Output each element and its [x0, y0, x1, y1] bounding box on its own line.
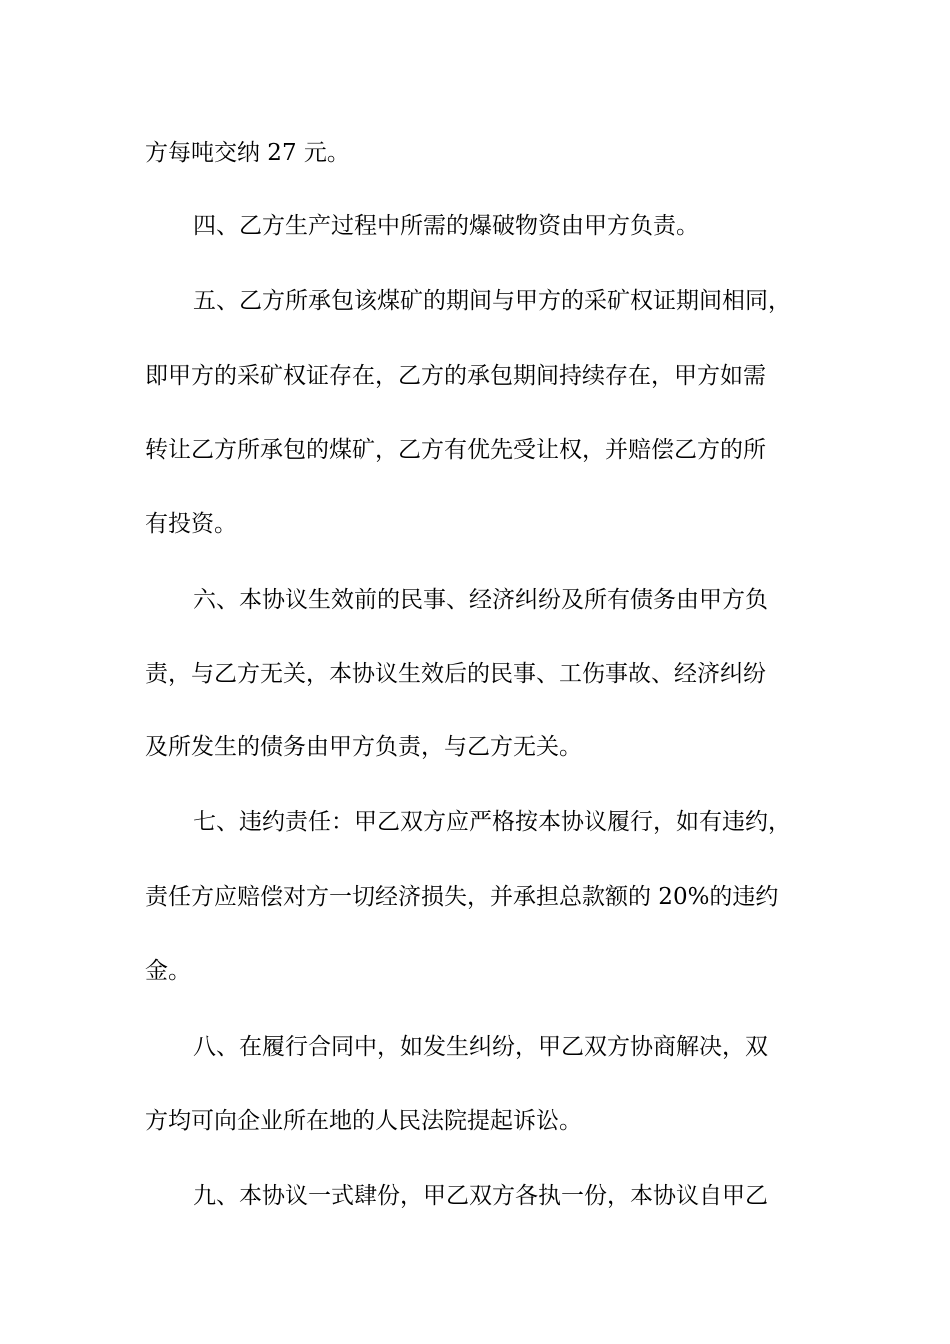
clause-7-line: 七、违约责任：甲乙双方应严格按本协议履行，如有违约， — [193, 809, 791, 835]
clause-9-line: 九、本协议一式肆份，甲乙双方各执一份，本协议自甲乙 — [193, 1183, 768, 1209]
paragraph-line: 转让乙方所承包的煤矿，乙方有优先受让权，并赔偿乙方的所 — [145, 437, 766, 463]
paragraph-line: 方每吨交纳 27 元。 — [145, 140, 350, 166]
paragraph-line: 即甲方的采矿权证存在，乙方的承包期间持续存在，甲方如需 — [145, 363, 766, 389]
paragraph-line: 责任方应赔偿对方一切经济损失，并承担总款额的 20%的违约 — [145, 884, 779, 910]
clause-6-line: 六、本协议生效前的民事、经济纠纷及所有债务由甲方负 — [193, 587, 768, 613]
clause-4-line: 四、乙方生产过程中所需的爆破物资由甲方负责。 — [193, 213, 699, 239]
clause-5-line: 五、乙方所承包该煤矿的期间与甲方的采矿权证期间相同， — [193, 288, 791, 314]
paragraph-line: 方均可向企业所在地的人民法院提起诉讼。 — [145, 1108, 582, 1134]
paragraph-line: 责，与乙方无关，本协议生效后的民事、工伤事故、经济纠纷 — [145, 661, 766, 687]
clause-8-line: 八、在履行合同中，如发生纠纷，甲乙双方协商解决，双 — [193, 1034, 768, 1060]
paragraph-line: 金。 — [145, 958, 191, 984]
paragraph-line: 及所发生的债务由甲方负责，与乙方无关。 — [145, 734, 582, 760]
paragraph-line: 有投资。 — [145, 511, 237, 537]
